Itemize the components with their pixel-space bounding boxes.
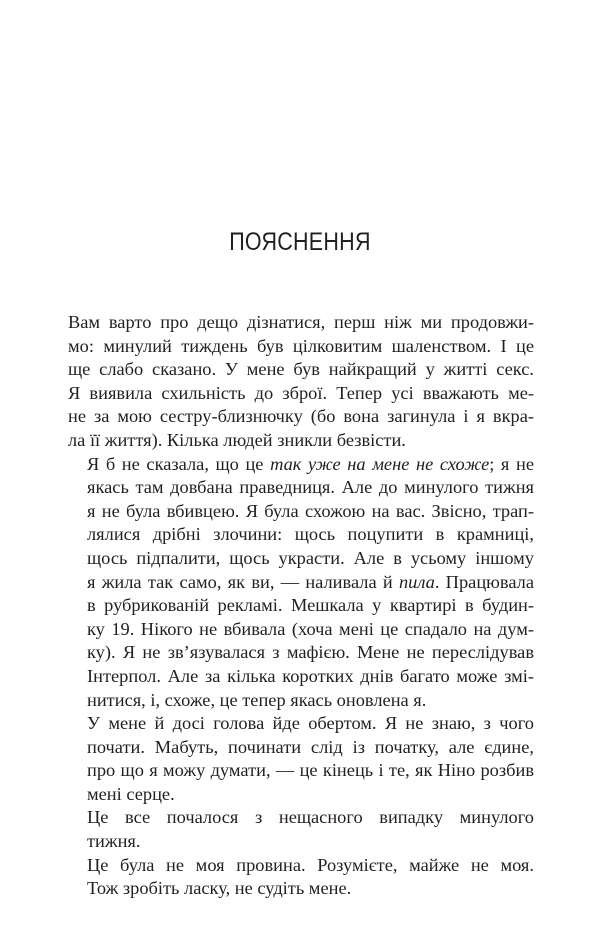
text-line (68, 618, 534, 642)
text-line (68, 736, 534, 760)
text-line (68, 877, 534, 901)
text-line (68, 712, 534, 736)
text-run: тижня. (87, 831, 141, 852)
text-run: нитися, і, схоже, це тепер якась оновлена я. (87, 689, 427, 710)
text-line (68, 806, 534, 830)
text-line (68, 759, 534, 783)
text-line (68, 830, 534, 854)
text-line (68, 453, 534, 477)
text-run: про що я можу думати, — це кінець і те, як Ніно розбив (87, 760, 534, 781)
text-line (68, 783, 534, 807)
text-line (68, 405, 534, 429)
text-run: Це все почалося з нещасного випадку минулого (87, 807, 534, 828)
text-run: якась там довбана праведниця. Але до минулого тижня (87, 477, 534, 498)
text-line (68, 476, 534, 500)
text-run: Інтерпол. Але за кілька коротких днів багато може змі- (87, 665, 534, 686)
text-run: Я б не сказала, що це (87, 453, 271, 474)
text-run: ла її життя). Кілька людей зникли безвісти. (68, 429, 406, 450)
text-run: . Працювала (434, 571, 535, 592)
italic-text: так уже на мене не схоже (270, 453, 490, 474)
text-run: я не була вбивцею. Я була схожою на вас. Звісно, трап- (87, 500, 534, 521)
text-line (68, 571, 534, 595)
text-line (68, 689, 534, 713)
text-run: мо: минулий тиждень був цілковитим шаленством. І це (68, 335, 534, 356)
text-line (68, 335, 534, 359)
text-line (68, 429, 534, 453)
body-text (68, 311, 534, 901)
chapter-title: ПОЯСНЕННЯ (229, 228, 371, 256)
text-line (68, 854, 534, 878)
text-line (68, 523, 534, 547)
text-run: щось підпалити, щось украсти. Але в усьому іншому (87, 547, 534, 568)
text-line (68, 500, 534, 524)
text-run: Я виявила схильність до зброї. Тепер усі вважають ме- (68, 382, 534, 403)
text-line (68, 594, 534, 618)
text-line (68, 547, 534, 571)
text-run: я жила так само, як ви, — наливала й (87, 571, 399, 592)
text-run: почати. Мабуть, починати слід із початку, але єдине, (87, 736, 534, 757)
paragraph (68, 854, 534, 901)
text-run: Тож зробіть ласку, не судіть мене. (87, 878, 352, 899)
paragraph (68, 311, 534, 453)
text-run: ще слабо сказано. У мене був найкращий у житті секс. (68, 359, 534, 380)
text-line (68, 641, 534, 665)
paragraph (68, 712, 534, 806)
text-line (68, 311, 534, 335)
italic-text: пила (398, 571, 435, 592)
text-run: лялися дрібні злочини: щось поцупити в крамниці, (87, 524, 534, 545)
text-run: мені серце. (87, 783, 175, 804)
paragraph (68, 806, 534, 853)
text-run: не за мою сестру-близнючку (бо вона загинула і я вкра- (68, 406, 534, 427)
text-run: ку 19. Нікого не вбивала (хоча мені це спадало на дум- (87, 618, 534, 639)
paragraph (68, 453, 534, 713)
text-run: Вам варто про дещо дізнатися, перш ніж ми продовжи- (68, 312, 534, 332)
text-run: Це була не моя провина. Розумієте, майже не моя. (87, 854, 534, 875)
text-line (68, 358, 534, 382)
text-line (68, 665, 534, 689)
text-run: ку). Я не зв’язувалася з мафією. Мене не переслідував (87, 642, 534, 663)
text-run: У мене й досі голова йде обертом. Я не знаю, з чого (87, 713, 534, 734)
text-run: ; я не (489, 453, 534, 474)
text-run: в рубрикованій рекламі. Мешкала у квартирі в будин- (87, 595, 534, 616)
text-line (68, 382, 534, 406)
